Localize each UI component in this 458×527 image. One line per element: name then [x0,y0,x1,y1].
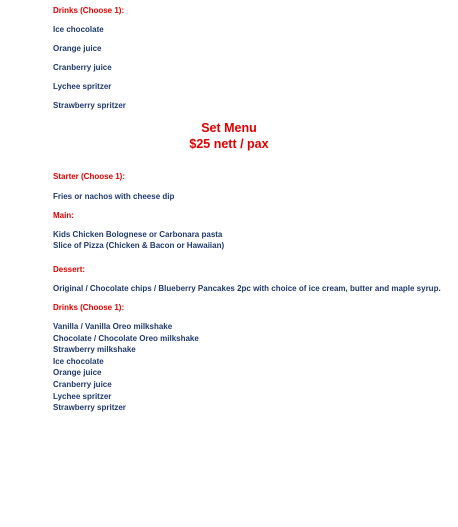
drink-item: Chocolate / Chocolate Oreo milkshake [53,334,199,343]
drinks-heading-2: Drinks (Choose 1): [53,303,125,312]
drink-item: Orange juice [53,44,102,53]
drink-item: Orange juice [53,368,102,377]
dessert-heading: Dessert: [53,265,86,274]
dessert-item: Original / Chocolate chips / Blueberry Pancakes 2pc with choice of ice cream, butter and maple syrup. [53,284,441,293]
drinks-heading: Drinks (Choose 1): [53,6,125,15]
drink-item: Lychee spritzer [53,82,112,91]
main-item: Slice of Pizza (Chicken & Bacon or Hawaiian) [53,241,225,250]
drink-item: Vanilla / Vanilla Oreo milkshake [53,322,173,331]
main-item: Kids Chicken Bolognese or Carbonara pasta [53,230,223,239]
set-menu-price: $25 nett / pax [189,137,269,151]
drink-item: Strawberry spritzer [53,101,126,110]
drink-item: Strawberry spritzer [53,403,126,412]
main-heading: Main: [53,211,74,220]
drink-item: Cranberry juice [53,380,112,389]
starter-item: Fries or nachos with cheese dip [53,192,175,201]
drink-item: Cranberry juice [53,63,112,72]
drink-item: Ice chocolate [53,357,104,366]
set-menu-title: Set Menu [201,121,257,135]
drink-item: Lychee spritzer [53,392,112,401]
drink-item: Ice chocolate [53,25,104,34]
starter-heading: Starter (Choose 1): [53,172,126,181]
drink-item: Strawberry milkshake [53,345,136,354]
